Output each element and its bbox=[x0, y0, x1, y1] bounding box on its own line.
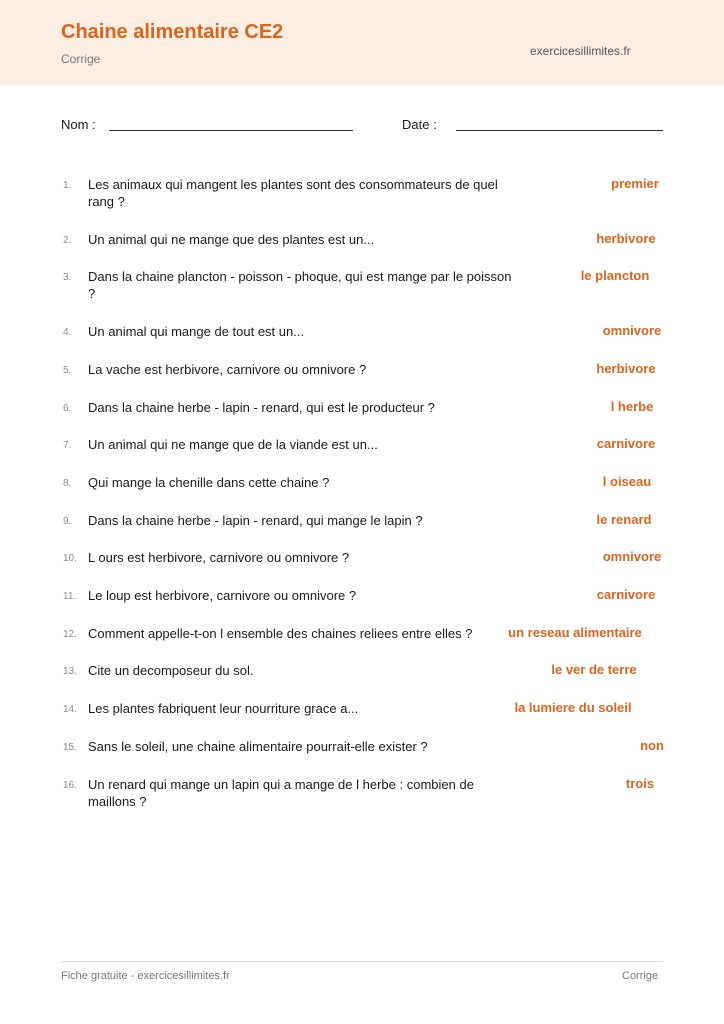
question-number: 9. bbox=[63, 516, 72, 527]
question-number: 4. bbox=[63, 327, 72, 338]
date-line bbox=[456, 130, 663, 131]
question-text: La vache est herbivore, carnivore ou omnivore ? bbox=[88, 362, 367, 377]
question-number: 11. bbox=[63, 591, 77, 602]
question-number: 14. bbox=[63, 704, 77, 715]
question-answer: carnivore bbox=[596, 587, 656, 602]
question-text: Comment appelle-t-on l ensemble des chaines reliees entre elles ? bbox=[88, 626, 473, 641]
question-text: Les plantes fabriquent leur nourriture grace a... bbox=[88, 701, 359, 716]
question-text: Un animal qui mange de tout est un... bbox=[88, 324, 305, 339]
question-text: Sans le soleil, une chaine alimentaire pourrait-elle exister ? bbox=[88, 739, 428, 754]
question-answer: herbivore bbox=[596, 231, 656, 246]
question-number: 6. bbox=[63, 403, 72, 414]
question-number: 10. bbox=[63, 553, 77, 564]
question-answer: omnivore bbox=[602, 323, 662, 338]
question-answer: la lumiere du soleil bbox=[514, 700, 632, 715]
footer-credit: Fiche gratuite - exercicesillimites.fr bbox=[61, 970, 230, 982]
question-number: 13. bbox=[63, 666, 77, 677]
question-answer: omnivore bbox=[602, 549, 662, 564]
question-number: 8. bbox=[63, 478, 72, 489]
question-text: Dans la chaine plancton - poisson - phoque, qui est mange par le poisson ? bbox=[88, 269, 512, 301]
question-answer: un reseau alimentaire bbox=[508, 625, 642, 640]
question-number: 7. bbox=[63, 440, 72, 451]
question-text: L ours est herbivore, carnivore ou omnivore ? bbox=[88, 550, 350, 565]
question-text: Dans la chaine herbe - lapin - renard, qui mange le lapin ? bbox=[88, 513, 423, 528]
question-text: Un renard qui mange un lapin qui a mange de l herbe : combien de maillons ? bbox=[88, 777, 474, 809]
question-answer: herbivore bbox=[596, 361, 656, 376]
question-answer: l oiseau bbox=[602, 474, 652, 489]
question-number: 5. bbox=[63, 365, 72, 376]
name-line bbox=[109, 130, 353, 131]
question-number: 12. bbox=[63, 629, 77, 640]
question-answer: carnivore bbox=[596, 436, 656, 451]
question-answer: premier bbox=[611, 176, 659, 191]
question-answer: le plancton bbox=[580, 268, 650, 283]
question-text: Qui mange la chenille dans cette chaine ? bbox=[88, 475, 330, 490]
question-answer: l herbe bbox=[610, 399, 654, 414]
footer-label: Corrige bbox=[622, 970, 659, 982]
name-label: Nom : bbox=[61, 117, 96, 132]
question-answer: le ver de terre bbox=[551, 662, 637, 677]
question-text: Les animaux qui mangent les plantes sont des consommateurs de quel rang ? bbox=[88, 177, 498, 209]
date-label: Date : bbox=[402, 117, 437, 132]
question-text: Dans la chaine herbe - lapin - renard, qui est le producteur ? bbox=[88, 400, 435, 415]
page-header bbox=[0, 0, 724, 85]
question-number: 2. bbox=[63, 235, 72, 246]
site-name: exercicesillimites.fr bbox=[530, 44, 631, 58]
footer-divider bbox=[61, 961, 663, 962]
question-text: Cite un decomposeur du sol. bbox=[88, 663, 254, 678]
question-number: 1. bbox=[63, 180, 72, 191]
question-number: 16. bbox=[63, 780, 77, 791]
question-answer: trois bbox=[625, 776, 655, 791]
question-answer: le renard bbox=[596, 512, 652, 527]
page-subtitle: Corrige bbox=[61, 52, 101, 66]
question-answer: non bbox=[640, 738, 664, 753]
page-title: Chaine alimentaire CE2 bbox=[61, 21, 284, 43]
question-text: Le loup est herbivore, carnivore ou omnivore ? bbox=[88, 588, 357, 603]
question-number: 3. bbox=[63, 272, 72, 283]
question-text: Un animal qui ne mange que de la viande est un... bbox=[88, 437, 378, 452]
question-number: 15. bbox=[63, 742, 77, 753]
question-text: Un animal qui ne mange que des plantes est un... bbox=[88, 232, 375, 247]
